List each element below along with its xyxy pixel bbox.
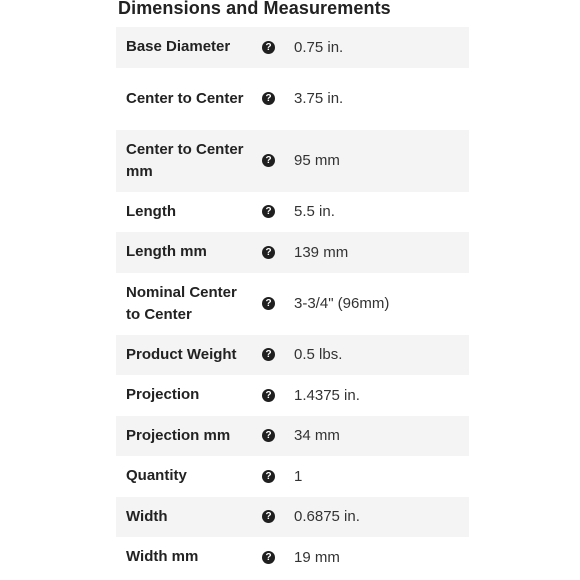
spec-row-width-mm — [116, 537, 469, 578]
spec-label: Width — [126, 507, 168, 525]
spec-value: 1.4375 in. — [294, 386, 360, 404]
section-title: Dimensions and Measurements — [118, 0, 391, 18]
spec-label: Quantity — [126, 467, 187, 485]
spec-table — [116, 27, 469, 578]
question-circle-icon[interactable]: ? — [262, 429, 275, 442]
spec-row-quantity — [116, 456, 469, 497]
spec-value: 3-3/4" (96mm) — [294, 295, 390, 312]
spec-value: 95 mm — [294, 152, 340, 169]
spec-value: 19 mm — [294, 548, 340, 566]
spec-value: 5.5 in. — [294, 203, 335, 221]
question-circle-icon[interactable]: ? — [262, 154, 275, 167]
spec-value: 34 mm — [294, 427, 340, 445]
spec-label: Width mm — [126, 548, 199, 566]
spec-label: Length — [126, 202, 176, 220]
spec-row-projection-mm — [116, 416, 469, 457]
spec-row-length-mm — [116, 232, 469, 273]
spec-value: 1 — [294, 467, 303, 485]
spec-label: Center to Center — [126, 89, 244, 107]
question-circle-icon[interactable]: ? — [262, 348, 275, 361]
question-circle-icon[interactable]: ? — [262, 470, 275, 483]
spec-row-nominal-center-to-center — [116, 273, 469, 335]
spec-value: 3.75 in. — [294, 90, 344, 107]
question-circle-icon[interactable]: ? — [262, 297, 275, 310]
spec-label: Projection — [126, 386, 200, 404]
spec-row-projection — [116, 375, 469, 416]
spec-value: 0.75 in. — [294, 38, 344, 56]
question-circle-icon[interactable]: ? — [262, 389, 275, 402]
spec-row-width — [116, 497, 469, 538]
spec-label: Projection mm — [126, 426, 231, 444]
spec-value: 0.6875 in. — [294, 508, 360, 526]
question-circle-icon[interactable]: ? — [262, 551, 275, 564]
spec-label: Nominal Center to Center — [126, 283, 237, 323]
spec-label: Product Weight — [126, 345, 237, 363]
spec-label: Center to Center mm — [126, 140, 244, 180]
question-circle-icon[interactable]: ? — [262, 510, 275, 523]
spec-row-product-weight — [116, 335, 469, 376]
spec-value: 0.5 lbs. — [294, 346, 343, 364]
question-circle-icon[interactable]: ? — [262, 92, 275, 105]
spec-row-base-diameter — [116, 27, 469, 68]
question-circle-icon[interactable]: ? — [262, 205, 275, 218]
spec-row-center-to-center-mm — [116, 130, 469, 192]
spec-row-length — [116, 192, 469, 233]
spec-value: 139 mm — [294, 243, 349, 261]
spec-label: Base Diameter — [126, 38, 231, 56]
question-circle-icon[interactable]: ? — [262, 246, 275, 259]
question-circle-icon[interactable]: ? — [262, 41, 275, 54]
spec-label: Length mm — [126, 243, 207, 261]
spec-row-center-to-center — [116, 68, 469, 130]
